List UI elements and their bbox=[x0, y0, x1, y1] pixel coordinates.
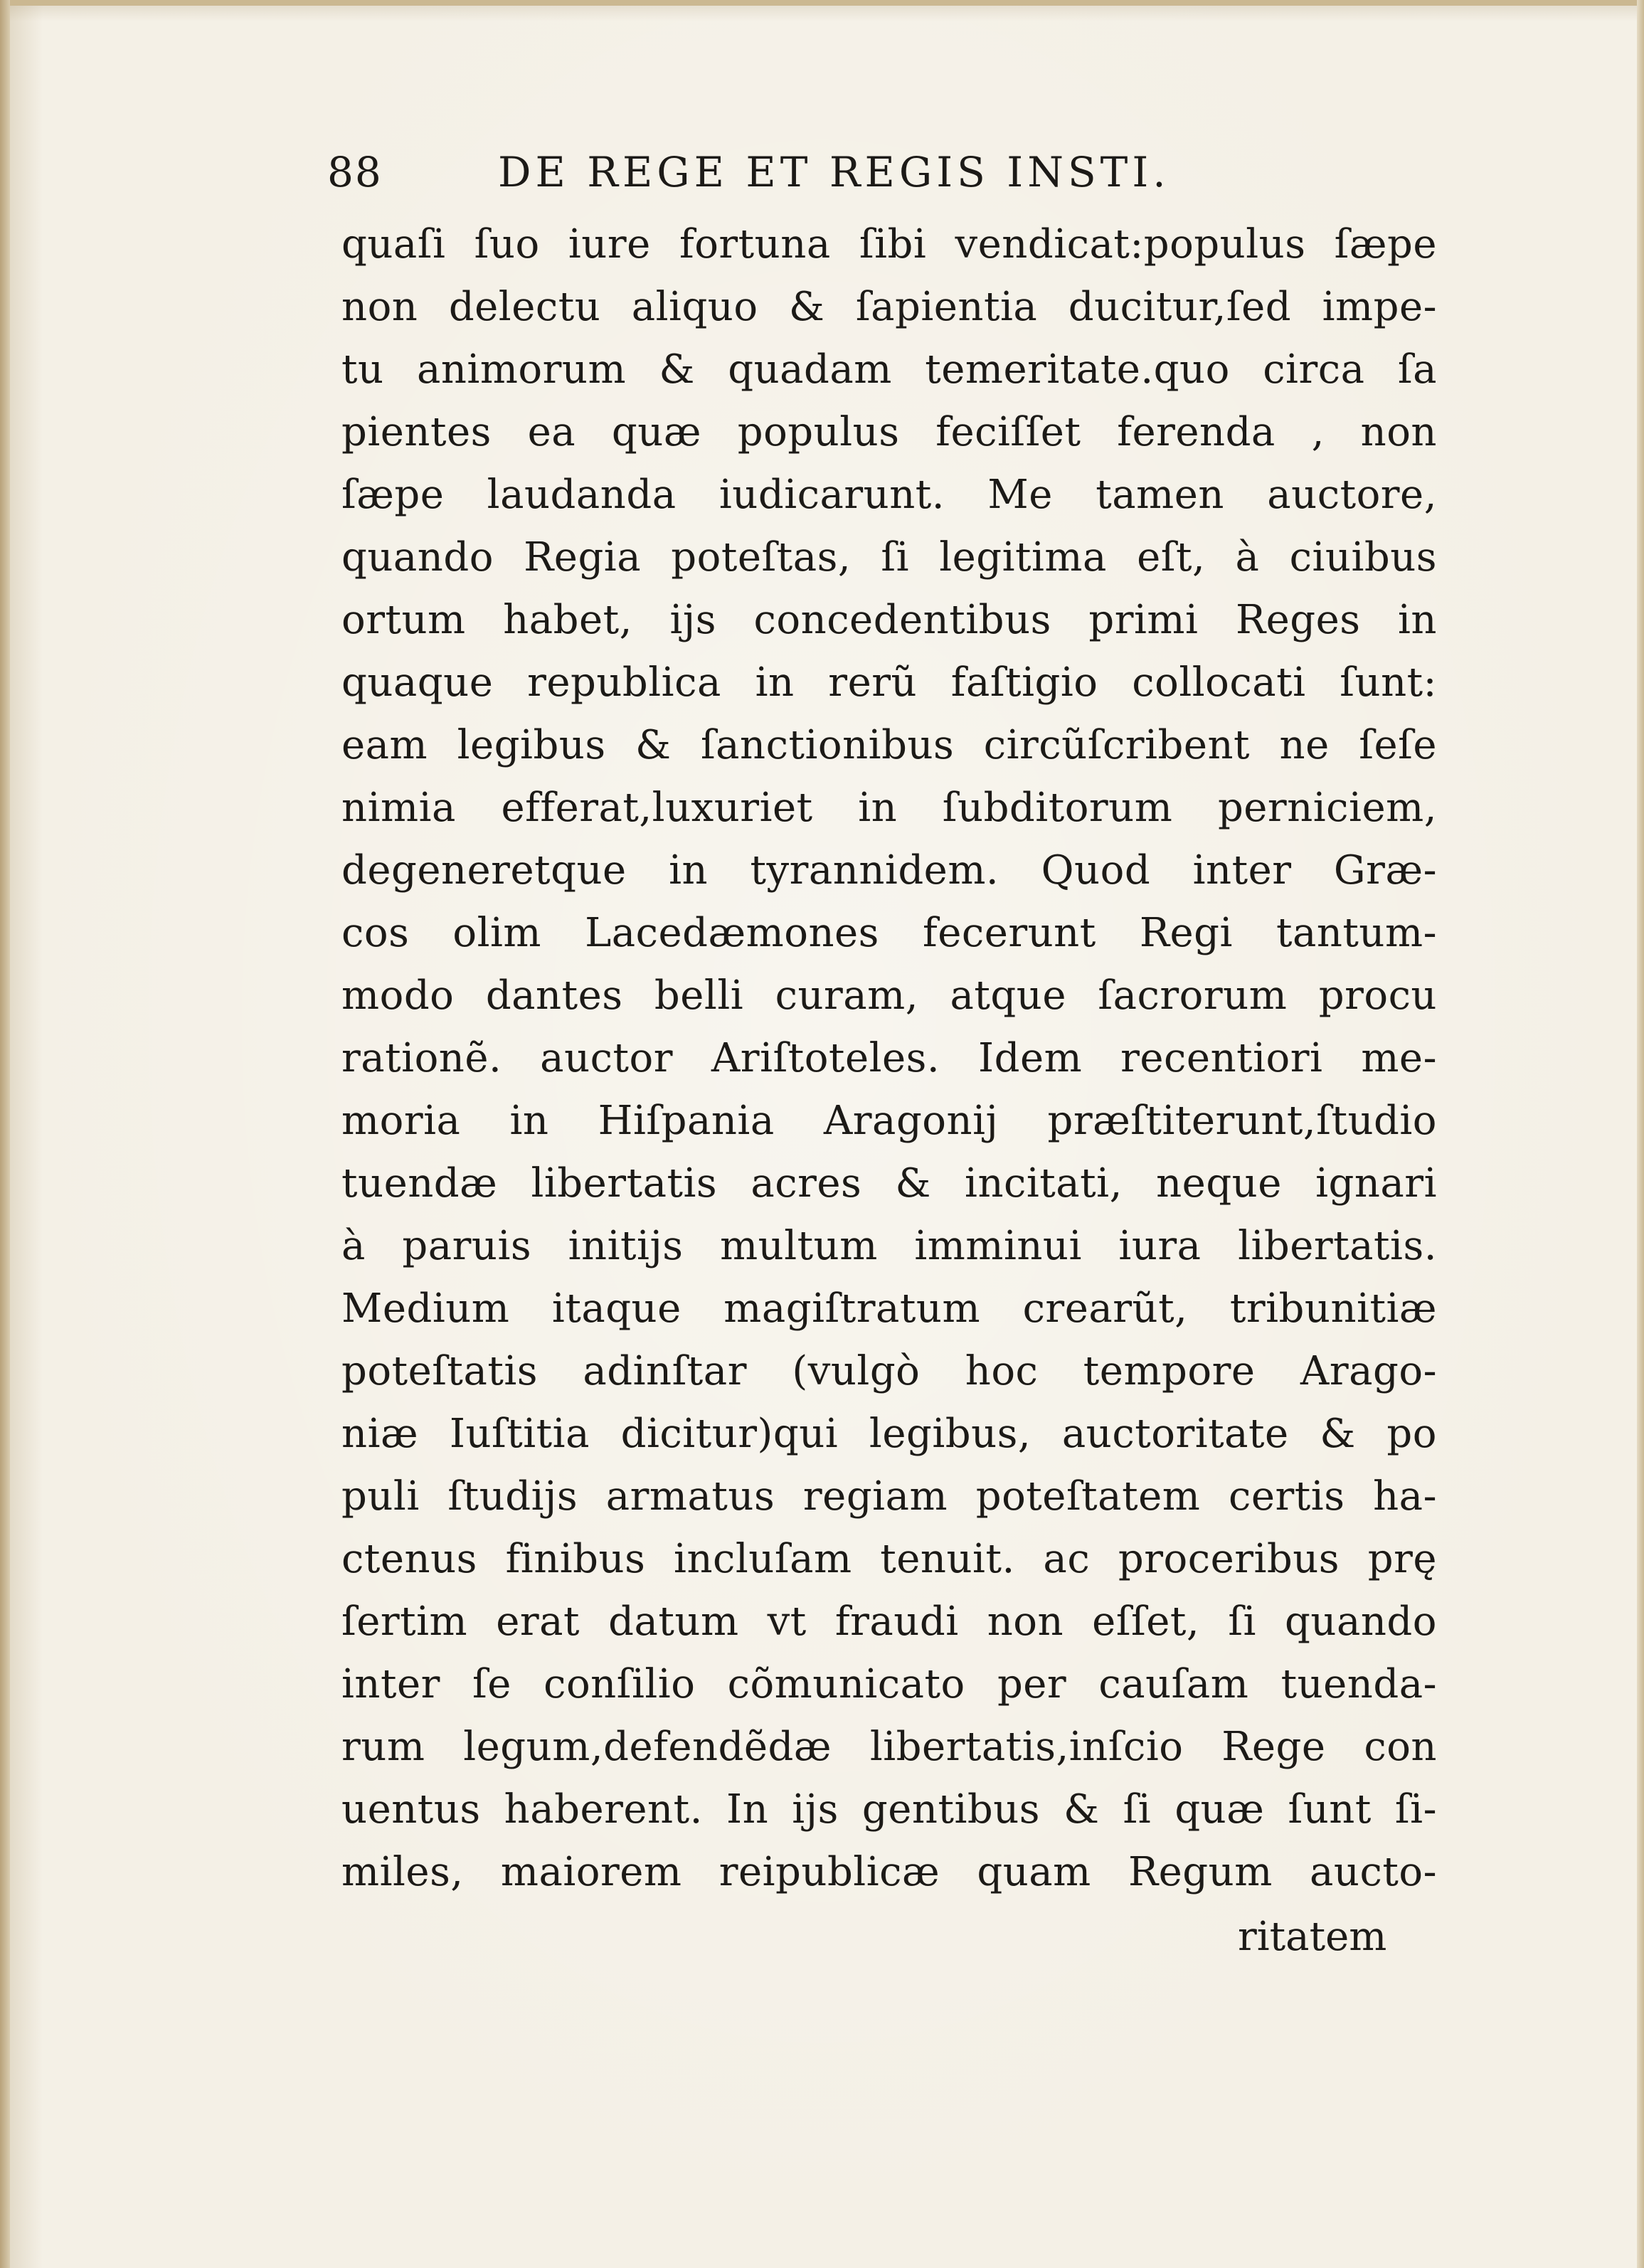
body-text bbox=[341, 213, 1437, 1904]
text-line: quaque republica in rerũ faſtigio collocati ſunt: bbox=[341, 659, 1437, 706]
text-line: quando Regia poteſtas, ſi legitima eſt, à ciuibus bbox=[341, 534, 1437, 581]
text-line: inter ſe conſilio cõmunicato per cauſam tuenda- bbox=[341, 1661, 1437, 1707]
page-number: 88 bbox=[327, 148, 383, 196]
text-line: non delectu aliquo & ſapientia ducitur,ſed impe- bbox=[341, 284, 1437, 330]
text-line: tu animorum & quadam temeritate.quo circa ſa bbox=[341, 346, 1437, 393]
text-line: ctenus finibus incluſam tenuit. ac proceribus prę bbox=[341, 1536, 1437, 1582]
text-line: modo dantes belli curam, atque ſacrorum procu bbox=[341, 973, 1437, 1019]
text-line: uentus haberent. In ijs gentibus & ſi quæ ſunt ſi- bbox=[341, 1786, 1437, 1833]
text-line: nimia efferat,luxuriet in ſubditorum perniciem, bbox=[341, 785, 1437, 831]
text-line: ſæpe laudanda iudicarunt. Me tamen auctore, bbox=[341, 472, 1437, 518]
text-line: Medium itaque magiſtratum crearũt, tribunitiæ bbox=[341, 1286, 1437, 1332]
text-line: degeneretque in tyrannidem. Quod inter Græ- bbox=[341, 847, 1437, 894]
text-line: cos olim Lacedæmones fecerunt Regi tantum- bbox=[341, 910, 1437, 956]
text-line: pientes ea quæ populus feciſſet ferenda , non bbox=[341, 409, 1437, 455]
text-line: ſertim erat datum vt fraudi non eſſet, ſi quando bbox=[341, 1599, 1437, 1645]
text-line: tuendæ libertatis acres & incitati, neque ignari bbox=[341, 1160, 1437, 1207]
text-line: à paruis initijs multum imminui iura libertatis. bbox=[341, 1223, 1437, 1269]
text-line: poteſtatis adinſtar (vulgò hoc tempore Arago- bbox=[341, 1348, 1437, 1394]
catchword: ritatem bbox=[1238, 1914, 1387, 1960]
text-line: puli ſtudijs armatus regiam poteſtatem certis ha- bbox=[341, 1473, 1437, 1520]
page-right-edge bbox=[1637, 0, 1644, 2268]
running-head: DE REGE ET REGIS INSTI. bbox=[498, 148, 1170, 196]
page-top-edge bbox=[0, 0, 1644, 6]
text-line: moria in Hiſpania Aragonij præſtiterunt,ſtudio bbox=[341, 1098, 1437, 1144]
text-line: quaſi ſuo iure fortuna ſibi vendicat:populus ſæpe bbox=[341, 221, 1437, 267]
text-line: eam legibus & ſanctionibus circũſcribent ne ſeſe bbox=[341, 722, 1437, 768]
text-line: rum legum,defendẽdæ libertatis,inſcio Rege con bbox=[341, 1724, 1437, 1770]
text-line: niæ Iuſtitia dicitur)qui legibus, auctoritate & po bbox=[341, 1411, 1437, 1457]
text-line: ortum habet, ijs concedentibus primi Reges in bbox=[341, 597, 1437, 643]
text-line: rationẽ. auctor Ariſtoteles. Idem recentiori me- bbox=[341, 1035, 1437, 1081]
text-line: miles, maiorem reipublicæ quam Regum aucto- bbox=[341, 1849, 1437, 1895]
page-left-edge bbox=[0, 0, 10, 2268]
page-header bbox=[327, 142, 1437, 213]
